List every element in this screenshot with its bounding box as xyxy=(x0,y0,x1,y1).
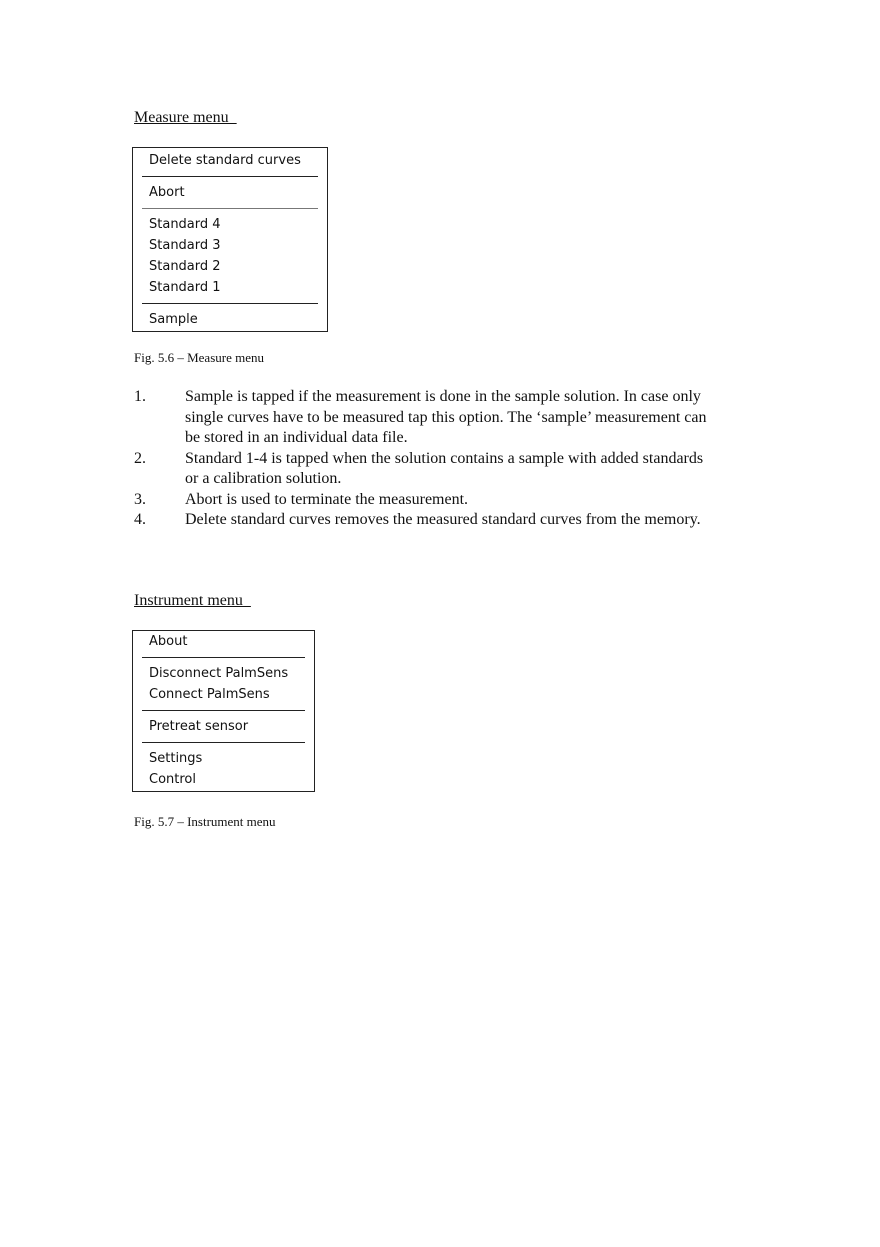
menu-item-connect-palmsens[interactable]: Connect PalmSens xyxy=(149,687,270,702)
menu-item-pretreat-sensor[interactable]: Pretreat sensor xyxy=(149,719,249,734)
menu-item-standard-3[interactable]: Standard 3 xyxy=(149,238,221,253)
menu-item-abort[interactable]: Abort xyxy=(149,185,185,200)
list-item xyxy=(134,510,714,531)
menu-item-standard-4[interactable]: Standard 4 xyxy=(149,217,221,232)
list-item-number: 2. xyxy=(134,449,146,467)
explanation-list xyxy=(134,387,714,531)
menu-item-delete-standard-curves[interactable]: Delete standard curves xyxy=(149,153,301,168)
instrument-menu xyxy=(132,630,315,792)
list-item xyxy=(134,387,714,449)
menu-item-about[interactable]: About xyxy=(149,634,188,649)
figure-caption-instrument: Fig. 5.7 – Instrument menu xyxy=(134,814,276,829)
list-item-number: 1. xyxy=(134,388,146,405)
list-item-text: Sample is tapped if the measurement is done in the sample solution. In case only single curves have to be measured tap this option. The ‘sample’ measurement can be stored in an individual data file. xyxy=(185,388,707,446)
menu-separator xyxy=(142,742,305,743)
menu-item-disconnect-palmsens[interactable]: Disconnect PalmSens xyxy=(149,666,289,681)
list-item-number: 3. xyxy=(134,490,146,508)
menu-separator xyxy=(142,303,318,304)
instrument-menu-heading: Instrument menu xyxy=(134,592,251,609)
figure-caption-measure: Fig. 5.6 – Measure menu xyxy=(134,350,264,365)
menu-item-standard-2[interactable]: Standard 2 xyxy=(149,259,221,274)
measure-menu xyxy=(132,147,328,332)
menu-separator xyxy=(142,208,318,209)
menu-separator xyxy=(142,710,305,711)
measure-menu-heading: Measure menu xyxy=(134,109,237,126)
list-item-text: Delete standard curves removes the measured standard curves from the memory. xyxy=(185,511,701,528)
menu-separator xyxy=(142,176,318,177)
list-item xyxy=(134,449,714,490)
menu-separator xyxy=(142,657,305,658)
list-item xyxy=(134,490,714,511)
menu-item-standard-1[interactable]: Standard 1 xyxy=(149,280,221,295)
menu-item-control[interactable]: Control xyxy=(149,772,196,787)
menu-item-sample[interactable]: Sample xyxy=(149,312,198,327)
menu-item-settings[interactable]: Settings xyxy=(149,751,203,766)
list-item-text: Abort is used to terminate the measurement. xyxy=(185,490,469,508)
list-item-number: 4. xyxy=(134,511,146,528)
list-item-text: Standard 1-4 is tapped when the solution contains a sample with added standards or a calibration solution. xyxy=(185,449,704,487)
